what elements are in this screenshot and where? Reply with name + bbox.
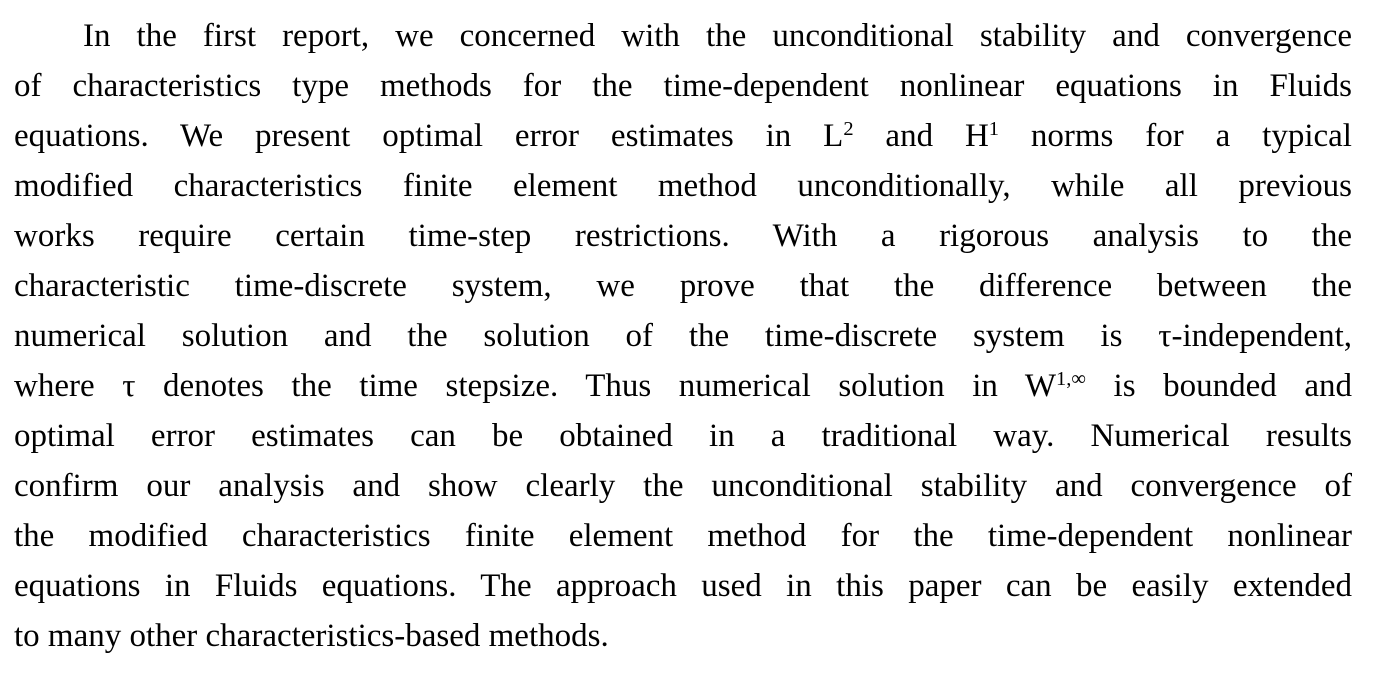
text-line — [14, 511, 1352, 561]
text-line — [14, 361, 1352, 411]
abstract-paragraph — [14, 11, 1352, 661]
superscript: 1 — [988, 117, 1000, 140]
text-run: to many other characteristics-based methods. — [14, 618, 609, 654]
text-run: the modified characteristics finite element method for the time-dependent nonlinear — [14, 518, 1352, 554]
superscript: 2 — [843, 117, 854, 140]
superscript: 1,∞ — [1056, 367, 1086, 390]
text-run: equations. We present optimal error estimates in L — [14, 118, 844, 154]
text-line — [14, 411, 1352, 461]
text-line — [14, 461, 1352, 511]
text-run: is bounded and — [1085, 368, 1352, 404]
text-line — [14, 61, 1352, 111]
text-run: modified characteristics finite element method unconditionally, while all previous — [14, 168, 1352, 204]
text-line — [14, 311, 1352, 361]
text-line — [14, 161, 1352, 211]
text-run: norms for a typical — [999, 118, 1352, 154]
text-line — [14, 211, 1352, 261]
text-line — [14, 11, 1352, 61]
text-run: characteristic time-discrete system, we prove that the difference between the — [14, 268, 1352, 304]
text-run: optimal error estimates can be obtained in a traditional way. Numerical results — [14, 418, 1352, 454]
text-run: works require certain time-step restrictions. With a rigorous analysis to the — [14, 218, 1352, 254]
text-run: In the first report, we concerned with the unconditional stability and convergence — [83, 18, 1352, 54]
text-run: confirm our analysis and show clearly the unconditional stability and convergence of — [14, 468, 1352, 504]
text-line — [14, 111, 1352, 161]
text-line — [14, 261, 1352, 311]
text-line — [14, 561, 1352, 611]
text-run: equations in Fluids equations. The approach used in this paper can be easily extended — [14, 568, 1352, 604]
text-run: of characteristics type methods for the time-dependent nonlinear equations in Fluids — [14, 68, 1352, 104]
text-run: where τ denotes the time stepsize. Thus numerical solution in W — [14, 368, 1057, 404]
text-run: numerical solution and the solution of the time-discrete system is τ-independent, — [14, 318, 1352, 354]
text-line — [14, 611, 1352, 661]
text-run: and H — [853, 118, 989, 154]
